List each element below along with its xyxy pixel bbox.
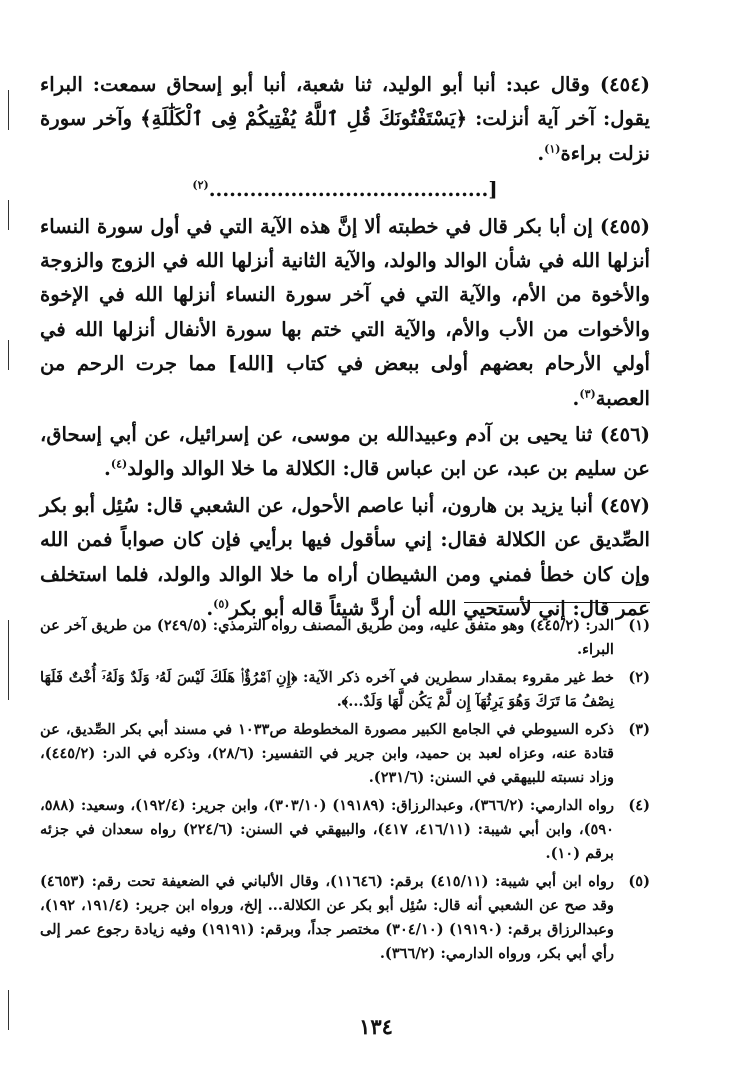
- footnote-text: خط غير مقروء بمقدار سطرين في آخره ذكر الآية: ﴿إِنِ ٱمْرُؤٌا۟ هَلَكَ لَيْسَ لَهُۥ وَلَدٌ وَلَهُۥٓ أُخْتٌ فَلَهَا نِصْفُ مَا تَرَكَ وَهُوَ يَرِثُهَآ إِن لَّمْ يَكُن لَّهَا وَلَدٌ...﴾.: [40, 669, 614, 710]
- paragraph: [40, 173, 650, 207]
- footnote-number: (٢): [628, 669, 650, 686]
- footnote: [40, 666, 650, 714]
- paragraph-end: .: [206, 597, 214, 621]
- paragraph: [40, 210, 650, 416]
- footnote-text: الدر: (٤٤٥/٢) وهو متفق عليه، ومن طريق المصنف رواه الترمذي: (٢٤٩/٥) من طريق آخر عن البراء.: [40, 617, 614, 658]
- footnote: [40, 870, 650, 966]
- paragraph-text: أنبا يزيد بن هارون، أنبا عاصم الأحول، عن الشعبي قال: سُئِل أبو بكر الصِّديق عن الكلالة فقال: إني سأقول فيها برأيي فإن كان صواباً فمن الله وإن كان خطأ فمني ومن الشيطان أراه ما خلا الوالد والولد، فلما استخلف عمر قال: إني لأستحيي الله أن أردَّ شيئاً قاله أبو بكر: [40, 493, 650, 621]
- footnote-number: (٥): [628, 873, 650, 890]
- margin-scan-line: [8, 620, 9, 700]
- main-text: [40, 68, 650, 629]
- paragraph-end: .: [104, 457, 111, 481]
- paragraph-text: [.........................................: [208, 178, 498, 202]
- paragraph-text: وقال عبد: أنبا أبو الوليد، ثنا شعبة، أنبا أبو إسحاق سمعت: البراء يقول: آخر آية أنزلت: ﴿يَسْتَفْتُونَكَ قُلِ ٱللَّهُ يُفْتِيكُمْ فِى ٱلْكَلَٰلَةِ﴾ وآخر سورة نزلت براءة: [40, 73, 650, 165]
- footnote-ref: (٤): [110, 457, 128, 471]
- paragraph-end: .: [537, 141, 545, 165]
- paragraph: [40, 489, 650, 627]
- paragraph-text: إن أبا بكر قال في خطبته ألا إنَّ هذه الآية التي في أول سورة النساء أنزلها الله في شأن الوالد والولد، والآية الثانية أنزلها الله في الزوج والزوجة والأخوة من الأم، والآية التي في آخر سورة النساء أنزلها الله في الإخوة والأخوات من الأب والأم، والآية التي ختم بها سورة الأنفال أنزلها الله في أولي الأرحام بعضهم أولى ببعض في كتاب [الله] مما جرت الرحم من العصبة: [40, 214, 650, 410]
- footnote-ref: (٢): [192, 178, 209, 192]
- footnote: [40, 794, 650, 866]
- margin-scan-line: [8, 90, 9, 130]
- footnote-number: (١): [628, 617, 650, 634]
- footnote: [40, 718, 650, 790]
- footnote-separator: [464, 602, 650, 603]
- footnote: [40, 614, 650, 662]
- footnote-ref: (٣): [579, 387, 596, 401]
- footnote-number: (٤): [628, 797, 650, 814]
- paragraph: [40, 418, 650, 487]
- paragraph-number: (٤٥٥): [599, 214, 650, 238]
- footnote-text: ذكره السيوطي في الجامع الكبير مصورة المخطوطة ص١٠٣٣ في مسند أبي بكر الصِّديق، عن قتادة عنه، وعزاه لعبد بن حميد، وابن جرير في التفسير: (٢٨/٦)، وذكره في الدر: (٤٤٥/٢)، وزاد نسبته للبيهقي في السنن: (٢٣١/٦).: [40, 721, 614, 786]
- paragraph-number: (٤٥٧): [599, 493, 650, 517]
- paragraph-number: (٤٥٦): [599, 423, 650, 447]
- margin-scan-line: [8, 200, 9, 230]
- footnote-text: رواه الدارمي: (٣٦٦/٢)، وعبدالرزاق: (١٩١٨٩) (٣٠٣/١٠)، وابن جرير: (١٩٢/٤)، وسعيد: (٥٨٨، ٥٩٠)، وابن أبي شيبة: (٤١٦/١١، ٤١٧)، والبيهقي في السنن: (٢٢٤/٦) رواه سعدان في جزئه برقم (١٠).: [40, 797, 614, 862]
- paragraph-end: .: [572, 386, 580, 410]
- margin-scan-line: [8, 340, 9, 370]
- footnote-number: (٣): [628, 721, 650, 738]
- paragraph: [40, 68, 650, 171]
- paragraph-text: ثنا يحيى بن آدم وعبيدالله بن موسى، عن إسرائيل، عن أبي إسحاق، عن سليم بن عبد، عن ابن عباس قال: الكلالة ما خلا الوالد والولد: [40, 423, 650, 481]
- page-number: ١٣٤: [359, 1014, 393, 1039]
- footnotes: [40, 614, 650, 970]
- footnote-ref: (١): [544, 142, 561, 156]
- footnote-text: رواه ابن أبي شيبة: (٤١٥/١١) برقم: (١١٦٤٦)، وقال الألباني في الضعيفة تحت رقم: (٤٦٥٣) وقد صح عن الشعبي أنه قال: سُئِل أبو بكر عن الكلالة... إلخ، ورواه ابن جرير: (١٩١/٤، ١٩٢)، وعبدالرزاق برقم: (١٩١٩٠) (٣٠٤/١٠) مختصر جداً، وبرقم: (١٩١٩١) وفيه زيادة رجوع عمر إلى رأي أبي بكر، ورواه الدارمي: (٣٦٦/٢).: [40, 873, 614, 962]
- paragraph-number: (٤٥٤): [599, 73, 650, 96]
- footnote-ref: (٥): [213, 597, 230, 611]
